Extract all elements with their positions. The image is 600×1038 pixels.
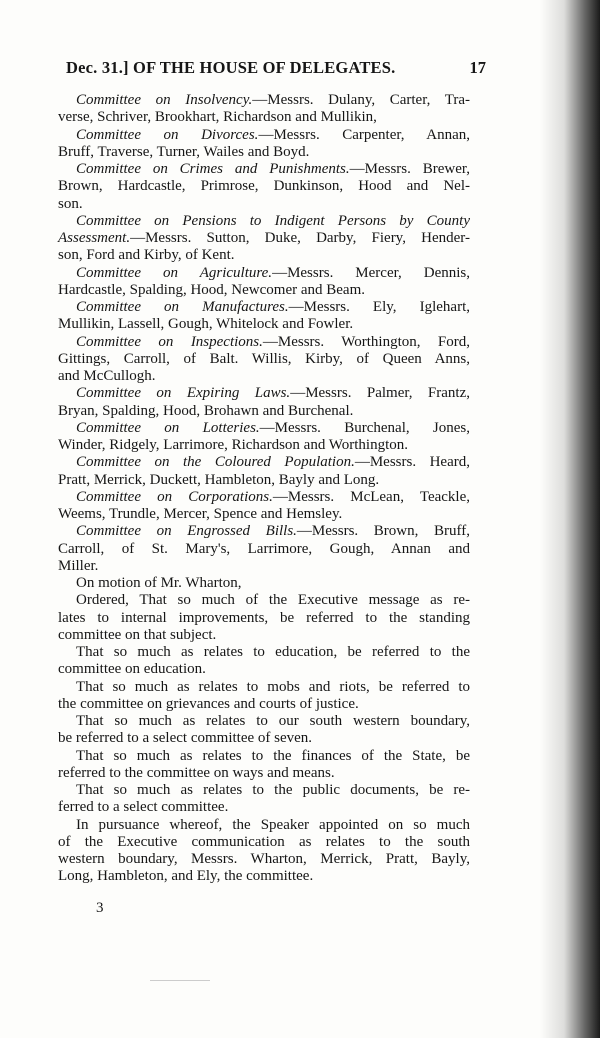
running-title: Dec. 31.] OF THE HOUSE OF DELEGATES.: [66, 58, 396, 77]
line-text: committee on that subject.: [58, 626, 217, 643]
line-text: committee on education.: [58, 661, 206, 678]
page-number: 17: [469, 58, 486, 77]
line-text: That so much as relates to our south western boundary,: [76, 713, 470, 729]
text-line: [58, 403, 470, 420]
signature-mark: 3: [96, 900, 104, 916]
text-line: [58, 541, 470, 558]
line-text: Bruff, Traverse, Turner, Wailes and Boyd.: [58, 143, 310, 160]
text-line: [58, 437, 470, 454]
line-text: —Messrs. McLean, Teackle,: [272, 488, 470, 505]
line-text: —Messrs. Sutton, Duke, Darby, Fiery, Hender-: [130, 230, 470, 246]
text-line: [58, 247, 470, 264]
text-line: [58, 472, 470, 489]
line-text: referred to the committee on ways and means.: [58, 764, 335, 781]
committee-name: Committee on Expiring Laws.: [76, 385, 291, 402]
text-line: [58, 282, 470, 299]
text-line: [58, 851, 470, 868]
line-text: That so much as relates to the public documents, be re-: [76, 782, 470, 798]
line-text: and McCullogh.: [58, 368, 156, 384]
page-edge-shadow: [540, 0, 600, 1038]
line-text: —Messrs. Mercer, Dennis,: [272, 264, 470, 281]
line-text: —Messrs. Brown, Bruff,: [296, 523, 470, 540]
line-text: That so much as relates to education, be referred to the: [76, 644, 470, 660]
text-line: [58, 109, 470, 126]
text-line: [58, 834, 470, 851]
line-text: On motion of Mr. Wharton,: [76, 575, 242, 591]
line-text: the committee on grievances and courts of justice.: [58, 695, 359, 712]
text-line: [58, 644, 470, 661]
text-line: [58, 196, 470, 213]
text-line: [58, 627, 470, 644]
text-line: [58, 506, 470, 523]
text-line: [58, 558, 470, 575]
line-text: verse, Schriver, Brookhart, Richardson and Mullikin,: [58, 109, 377, 126]
text-line: [58, 799, 470, 816]
page-body: [58, 92, 470, 886]
text-line: [58, 385, 470, 402]
committee-name: Assessment.: [58, 230, 131, 246]
line-text: Long, Hambleton, and Ely, the committee.: [58, 868, 314, 885]
text-line: [58, 679, 470, 696]
committee-name: Committee on Manufactures.: [76, 299, 289, 315]
text-line: [58, 334, 470, 351]
line-text: —Messrs. Brewer,: [349, 161, 470, 177]
committee-name: Committee on Corporations.: [76, 488, 273, 505]
line-text: Hardcastle, Spalding, Hood, Newcomer and Beam.: [58, 281, 365, 298]
text-line: [58, 696, 470, 713]
text-line: [58, 817, 470, 834]
line-text: —Messrs. Heard,: [354, 454, 470, 471]
committee-name: Committee on Inspections.: [76, 333, 263, 350]
text-line: [58, 420, 470, 437]
line-text: Gittings, Carroll, of Balt. Willis, Kirby, of Queen Anns,: [58, 350, 470, 367]
committee-name: Committee on the Coloured Population.: [76, 454, 355, 471]
text-line: [58, 265, 470, 282]
text-line: [58, 316, 470, 333]
text-line: [58, 351, 470, 368]
line-text: Miller.: [58, 557, 99, 574]
text-line: [58, 592, 470, 609]
line-text: lates to internal improvements, be referred to the standing: [58, 609, 470, 626]
line-text: —Messrs. Ely, Iglehart,: [288, 299, 470, 315]
line-text: of the Executive communication as relates to the south: [58, 833, 470, 850]
bottom-smudge: [150, 980, 210, 981]
text-line: [58, 299, 470, 316]
line-text: That so much as relates to the finances of the State, be: [76, 747, 470, 764]
text-line: [58, 713, 470, 730]
line-text: Mullikin, Lassell, Gough, Whitelock and Fowler.: [58, 316, 354, 333]
text-line: [58, 178, 470, 195]
line-text: —Messrs. Worthington, Ford,: [262, 333, 470, 350]
text-line: [58, 523, 470, 540]
text-line: [58, 610, 470, 627]
text-line: [58, 868, 470, 885]
text-line: [58, 127, 470, 144]
text-line: [58, 782, 470, 799]
line-text: ferred to a select committee.: [58, 799, 229, 816]
text-line: [58, 748, 470, 765]
line-text: son.: [58, 195, 83, 212]
line-text: Bryan, Spalding, Hood, Brohawn and Burchenal.: [58, 402, 354, 419]
text-line: [58, 92, 470, 109]
committee-name: Committee on Engrossed Bills.: [76, 523, 297, 540]
line-text: western boundary, Messrs. Wharton, Merrick, Pratt, Bayly,: [58, 851, 470, 867]
committee-name: Committee on Agriculture.: [76, 264, 273, 281]
committee-name: Committee on Insolvency.: [76, 92, 253, 108]
line-text: Brown, Hardcastle, Primrose, Dunkinson, Hood and Nel-: [58, 178, 470, 195]
committee-name: Committee on Lotteries.: [76, 419, 260, 436]
text-line: [58, 368, 470, 385]
text-line: [58, 575, 470, 592]
line-text: son, Ford and Kirby, of Kent.: [58, 247, 235, 264]
line-text: Carroll, of St. Mary's, Larrimore, Gough, Annan and: [58, 540, 470, 557]
text-line: [58, 661, 470, 678]
text-line: [58, 144, 470, 161]
text-line: [58, 161, 470, 178]
line-text: —Messrs. Burchenal, Jones,: [259, 419, 470, 436]
text-line: [58, 765, 470, 782]
committee-name: Committee on Crimes and Punishments.: [76, 161, 350, 177]
committee-name: Committee on Divorces.: [76, 126, 259, 143]
line-text: —Messrs. Carpenter, Annan,: [258, 126, 470, 143]
line-text: —Messrs. Palmer, Frantz,: [290, 385, 470, 402]
line-text: Pratt, Merrick, Duckett, Hambleton, Bayly and Long.: [58, 471, 380, 488]
line-text: be referred to a select committee of seven.: [58, 730, 313, 747]
line-text: Weems, Trundle, Mercer, Spence and Hemsley.: [58, 506, 343, 522]
text-line: [58, 230, 470, 247]
committee-name: Committee on Pensions to Indigent Persons by County: [76, 212, 470, 229]
line-text: In pursuance whereof, the Speaker appointed on so much: [76, 816, 470, 833]
text-line: [58, 489, 470, 506]
text-line: [58, 213, 470, 230]
line-text: That so much as relates to mobs and riots, be referred to: [76, 678, 470, 695]
line-text: —Messrs. Dulany, Carter, Tra-: [252, 92, 470, 108]
line-text: Winder, Ridgely, Larrimore, Richardson and Worthington.: [58, 437, 409, 453]
text-line: [58, 454, 470, 471]
text-line: [58, 730, 470, 747]
running-header: [66, 58, 486, 82]
line-text: Ordered, That so much of the Executive message as re-: [76, 592, 470, 609]
